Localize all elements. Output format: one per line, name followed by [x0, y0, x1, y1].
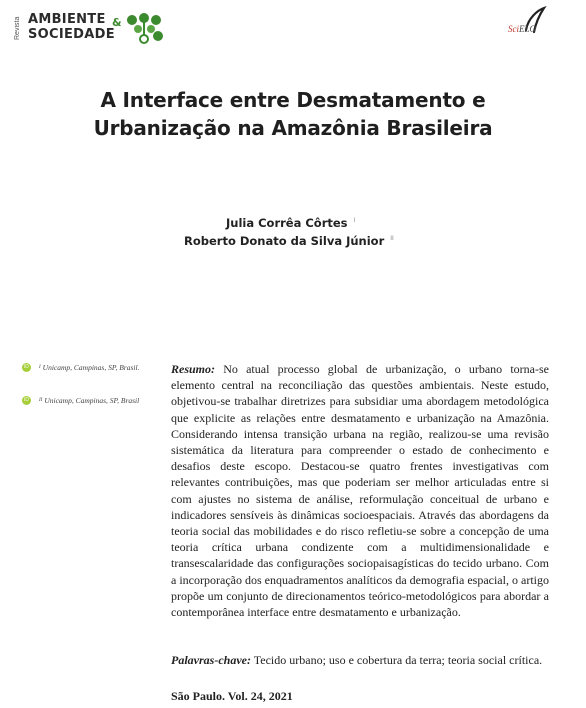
abstract-label: Resumo: — [171, 362, 216, 376]
author-2 — [184, 234, 394, 248]
author-2-mark: II — [390, 235, 394, 242]
affiliation-1-text: Unicamp, Campinas, SP, Brasil. — [42, 363, 140, 372]
keywords-label: Palavras-chave: — [171, 653, 251, 667]
logo-ambiente-text: AMBIENTE — [28, 12, 106, 27]
orcid-icon[interactable]: iD — [22, 396, 31, 405]
keywords — [171, 652, 549, 668]
scielo-elo-text: ELO — [519, 24, 537, 34]
affiliation-1-mark: I — [39, 365, 41, 370]
keywords-text: Tecido urbano; uso e cobertura da terra; teoria social crítica. — [253, 653, 543, 667]
logo-ampersand: & — [112, 16, 122, 29]
affiliation-2-mark: II — [39, 398, 43, 403]
abstract-text: No atual processo global de urbanização, o urbano torna-se elemento central na reconciliação das questões ambientais. Neste estudo, objetivou-se trabalhar diretrizes para subsidiar uma abordagem metodológica que explicite as relações entre desmatamento e urbanização na Amazônia. Considerando intensa transição urbana na região, realizou-se uma revisão sistemática da literatura para compreender o estado de conhecimento e desafios deste escopo. Destacou-se quatro frentes investigativas com relevantes contribuições, mas que poderiam ser melhor articuladas entre si com ajustes no sistema de análise, reformulação conceitual de urbano e indicadores sensíveis às dinâmicas socioespaciais. Através das abordagens da teoria social das mobilidades e do risco refletiu-se sobre a concepção de uma teoria crítica urbana condizente com a multidimensionalidade e transescalaridade das configurações sociopaisagísticas do tecido urbano. Com a incorporação dos enquadramentos analíticos da demografia espacial, o artigo propõe um conjunto de direcionamentos teórico-metodológicos para abordar a contemporânea interface entre desmatamento e urbanização. — [171, 362, 550, 620]
abstract — [171, 361, 549, 620]
journal-logo — [14, 10, 164, 46]
affiliation-2 — [22, 396, 139, 405]
tree-icon — [118, 12, 164, 46]
logo-revista-text: Revista — [14, 16, 21, 40]
author-2-name: Roberto Donato da Silva Júnior — [184, 234, 385, 248]
scielo-sci-text: Sci — [508, 24, 519, 34]
publication-info: São Paulo. Vol. 24, 2021 — [171, 689, 293, 703]
orcid-icon[interactable]: iD — [22, 363, 31, 372]
affiliation-1 — [22, 363, 139, 372]
author-1 — [226, 216, 355, 230]
scielo-wordmark — [508, 24, 536, 34]
author-1-mark: I — [353, 217, 356, 224]
article-title: A Interface entre Desmatamento e Urbanização na Amazônia Brasileira — [93, 88, 493, 140]
author-1-name: Julia Corrêa Côrtes — [226, 216, 348, 230]
scielo-logo — [508, 6, 558, 42]
affiliation-2-text: Unicamp, Campinas, SP, Brasil — [44, 396, 140, 405]
logo-sociedade-text: SOCIEDADE — [28, 27, 115, 42]
